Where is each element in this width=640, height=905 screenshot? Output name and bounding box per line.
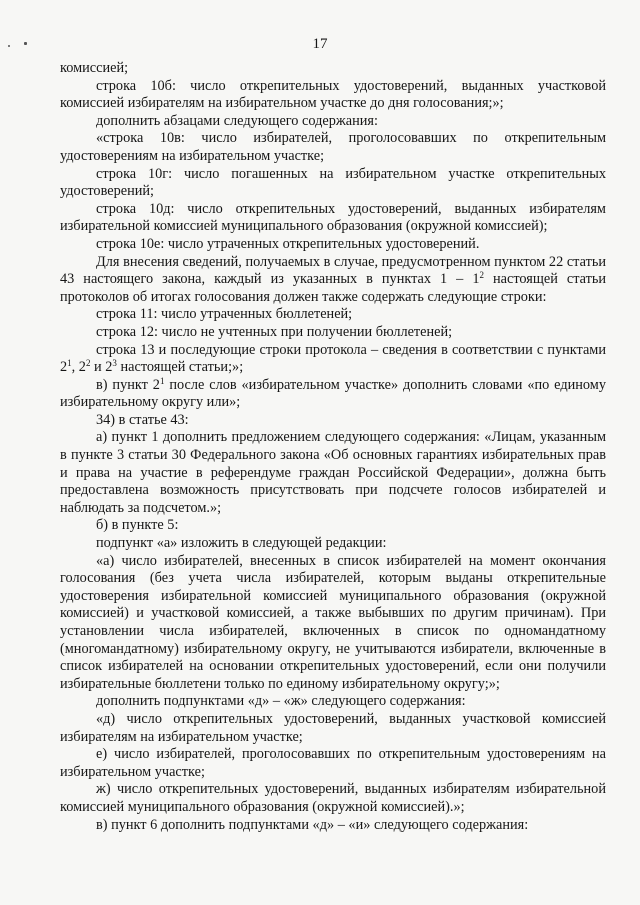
superscript: 1: [159, 375, 165, 386]
paragraph: строка 10б: число открепительных удостоверений, выданных участковой комиссией избирателям на избирательном участке до дня голосования;»;: [60, 77, 606, 112]
paragraph: б) в пункте 5:: [96, 517, 179, 534]
scan-speck: [8, 45, 10, 47]
paragraph: 34) в статье 43:: [96, 411, 189, 428]
page-number: 17: [312, 36, 328, 52]
text-run: настоящей статьи;»;: [116, 359, 244, 376]
text-run: в) пункт 2: [96, 376, 160, 393]
text-run: настоящей статьи протоколов об итогах голосования должен также содержать следующие строки:: [60, 271, 607, 305]
paragraph: «д) число открепительных удостоверений, выданных участковой комиссией избирателям на избирательном участке;: [60, 710, 606, 745]
scan-speck: [24, 42, 27, 45]
document-body: [60, 60, 606, 834]
paragraph: строка 12: число не учтенных при получении бюллетеней;: [96, 323, 453, 340]
paragraph: [60, 254, 606, 307]
superscript: 3: [112, 358, 117, 369]
superscript: 2: [85, 358, 91, 369]
paragraph: строка 10е: число утраченных открепительных удостоверений.: [96, 235, 480, 252]
paragraph: строка 11: число утраченных бюллетеней;: [96, 306, 353, 323]
text-run: и 2: [90, 359, 113, 376]
paragraph: а) пункт 1 дополнить предложением следующего содержания: «Лицам, указанным в пункте 3 статьи 30 Федерального закона «Об основных гарантиях избирательных прав и права на участие в референдуме граждан Российской Федерации», должна быть предоставлена возможность присутствовать при подсчете голосов избирателей и наблюдать за подсчетом.»;: [60, 429, 606, 516]
superscript: 1: [67, 358, 72, 369]
paragraph: дополнить подпунктами «д» – «ж» следующего содержания:: [96, 693, 466, 710]
paragraph: [60, 377, 606, 412]
text-run: строка 13 и последующие строки протокола – сведения в соответствии с пунктами 2: [60, 341, 606, 376]
paragraph: строка 10д: число открепительных удостоверений, выданных избирателям избирательной комиссией муниципального образования (окружной комиссией);: [60, 200, 606, 235]
text-run: Для внесения сведений, получаемых в случае, предусмотренном пунктом 22 статьи 43 настоящего закона, каждый из указанных в пунктах 1 – 1: [60, 253, 606, 288]
paragraph: е) число избирателей, проголосовавших по открепительным удостоверениям на избирательном участке;: [60, 746, 606, 780]
text-run: , 2: [71, 359, 86, 376]
text-run: после слов «избирательном участке» дополнить словами «по единому избирательному округу или»;: [60, 376, 606, 411]
paragraph: комиссией;: [60, 60, 129, 76]
paragraph: «строка 10в: число избирателей, проголосовавших по открепительным удостоверениям на избирательном участке;: [60, 130, 606, 164]
paragraph: ж) число открепительных удостоверений, выданных избирателям избирательной комиссией муниципального образования (окружной комиссией).»;: [60, 781, 606, 815]
paragraph: в) пункт 6 дополнить подпунктами «д» – «и» следующего содержания:: [96, 816, 529, 833]
paragraph: «а) число избирателей, внесенных в список избирателей на момент окончания голосования (без учета числа избирателей, которым выданы открепительные удостоверения избирательной комиссией муниципального образования (окружной комиссией) и участковой комиссией, а также выбывших по другим причинам). При установлении числа избирателей, включенных в список по одномандатному (многомандатному) избирательному округу, не учитываются избиратели, включенные в список избирателей на основании открепительных удостоверений, если они получили избирательные бюллетени только по единому избирательному округу;»;: [60, 552, 606, 692]
superscript: 2: [479, 270, 484, 281]
paragraph: дополнить абзацами следующего содержания:: [96, 112, 378, 129]
paragraph: подпункт «а» изложить в следующей редакции:: [96, 535, 387, 552]
paragraph: [60, 342, 606, 377]
paragraph: строка 10г: число погашенных на избирательном участке открепительных удостоверений;: [60, 165, 606, 200]
